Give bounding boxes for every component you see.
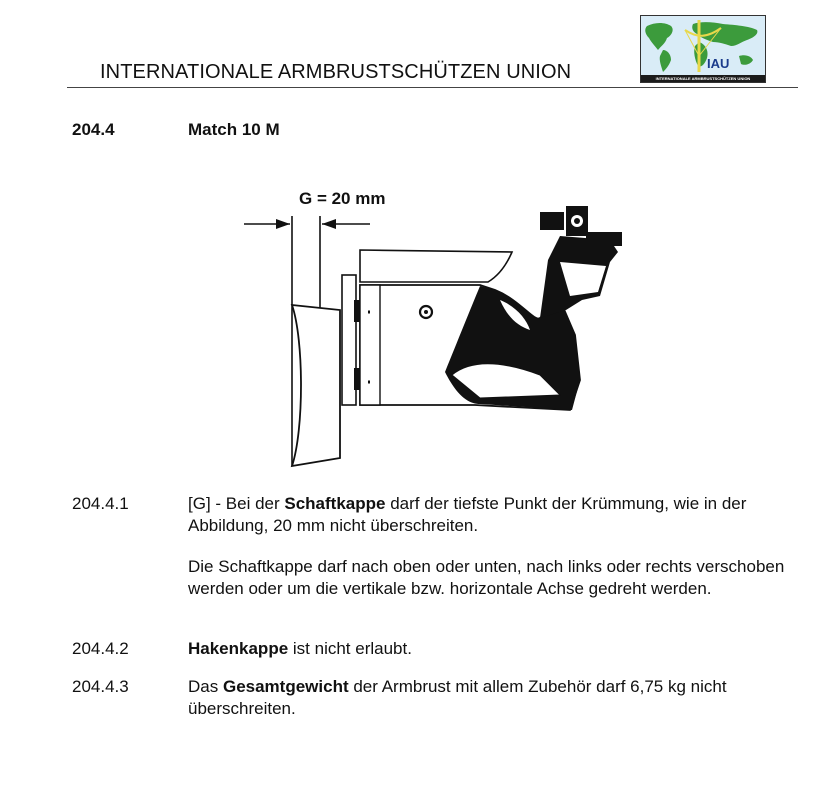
iau-logo xyxy=(640,15,766,83)
header-divider xyxy=(67,87,798,88)
logo-letters: IAU xyxy=(707,56,730,71)
spacer-plate xyxy=(342,275,356,405)
paragraph-text: Das Gesamtgewicht der Armbrust mit allem Zubehör darf 6,75 kg nicht überschreiten. xyxy=(188,677,727,718)
paragraph-number: 204.4.3 xyxy=(72,677,129,696)
section-title: Match 10 M xyxy=(188,120,280,139)
term-hakenkappe: Hakenkappe xyxy=(188,639,289,658)
paragraph-number: 204.4.2 xyxy=(72,639,129,658)
term-schaftkappe: Schaftkappe xyxy=(284,494,386,513)
measurement-label: G = 20 mm xyxy=(299,189,386,208)
section-number: 204.4 xyxy=(72,120,115,139)
term-gesamtgewicht: Gesamtgewicht xyxy=(222,677,349,696)
crossbow-stock-diagram xyxy=(230,180,650,470)
page-header-title: INTERNATIONALE ARMBRUSTSCHÜTZEN UNION xyxy=(100,61,572,83)
world-map-icon xyxy=(641,16,765,75)
butt-plate xyxy=(292,305,340,466)
logo-caption: INTERNATIONALE ARMBRUSTSCHÜTZEN UNION xyxy=(641,75,765,82)
paragraph-text: Hakenkappe ist nicht erlaubt. xyxy=(188,639,412,658)
arrow-left-head xyxy=(276,219,290,229)
paragraph-text: Die Schaftkappe darf nach oben oder unten, nach links oder rechts verschoben werden oder um die vertikale bzw. horizontale Achse gedreht werden. xyxy=(188,557,785,598)
paragraph-number: 204.4.1 xyxy=(72,494,129,513)
arrow-right-head xyxy=(322,219,336,229)
cheek-piece xyxy=(360,250,512,282)
paragraph-text: [G] - Bei der Schaftkappe darf der tiefste Punkt der Krümmung, wie in der Abbildung, 20 mm nicht überschreiten. xyxy=(188,494,747,535)
